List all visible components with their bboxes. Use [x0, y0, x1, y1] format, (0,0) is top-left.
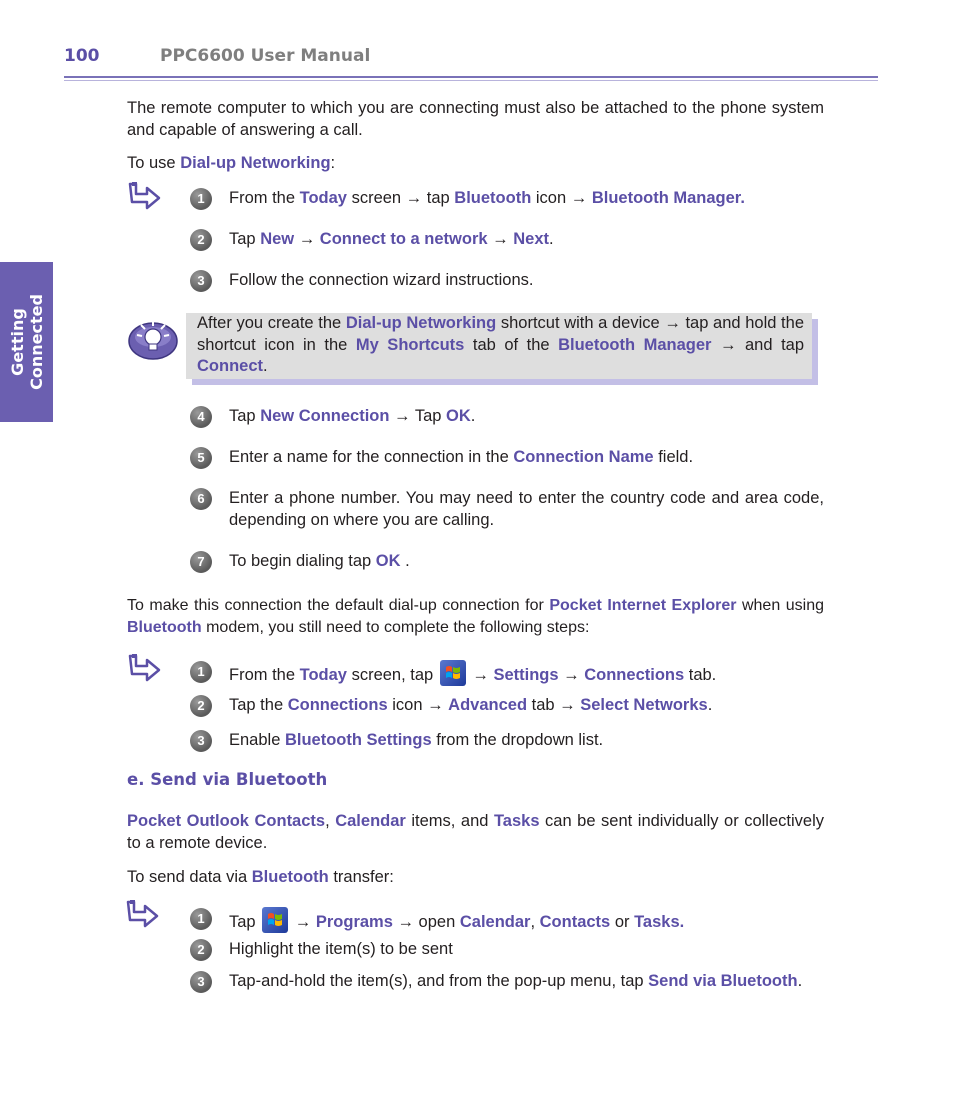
header-rule-thin	[64, 80, 878, 81]
step-text: To begin dialing tap OK .	[229, 552, 410, 570]
step-number: 3	[190, 730, 212, 752]
manual-title: PPC6600 User Manual	[160, 46, 371, 66]
chapter-tab	[0, 262, 53, 422]
step-number: 6	[190, 488, 212, 510]
note-text: After you create the Dial-up Networking shortcut with a device → tap and hold the shortcut icon in the My Shortcuts tab of the Bluetooth Manager → and tap Connect.	[197, 314, 805, 375]
to-use-line	[127, 152, 824, 174]
hand-arrow-icon	[125, 898, 159, 928]
step-number: 5	[190, 447, 212, 469]
step-number: 4	[190, 406, 212, 428]
to-use-prefix: To use	[127, 154, 181, 172]
to-use-suffix: :	[330, 154, 336, 172]
step-text: Tap New Connection → Tap OK.	[229, 407, 476, 425]
step-text: Tap New → Connect to a network → Next.	[229, 230, 554, 248]
step-number: 2	[190, 229, 212, 251]
step-text: Enter a name for the connection in the Connection Name field.	[229, 448, 694, 466]
windows-start-icon	[262, 907, 288, 933]
lightbulb-icon	[127, 315, 179, 363]
default-connection-paragraph: To make this connection the default dial-up connection for Pocket Internet Explorer when using Bluetooth modem, you still need to complete the following steps:	[127, 597, 824, 636]
step-number: 2	[190, 695, 212, 717]
step-number: 7	[190, 551, 212, 573]
hand-arrow-icon	[127, 180, 161, 210]
step-text: Enter a phone number. You may need to enter the country code and area code, depending on where you are calling.	[229, 489, 824, 529]
header-rule	[64, 76, 878, 78]
step-text: Tap-and-hold the item(s), and from the pop-up menu, tap Send via Bluetooth.	[229, 972, 803, 990]
intro-paragraph: The remote computer to which you are connecting must also be attached to the phone system and capable of answering a call.	[127, 99, 824, 139]
step-number: 1	[190, 188, 212, 210]
step-number: 3	[190, 971, 212, 993]
step-text: Tap → Programs → open Calendar, Contacts or Tasks.	[229, 907, 824, 933]
step-text: Highlight the item(s) to be sent	[229, 940, 453, 958]
hand-arrow-icon	[127, 652, 161, 682]
send-intro: To send data via Bluetooth transfer:	[127, 868, 394, 886]
step-number: 2	[190, 939, 212, 961]
windows-start-icon	[440, 660, 466, 686]
chapter-tab-line2: Connected	[26, 294, 46, 390]
chapter-tab-line1: Getting	[7, 308, 27, 376]
step-text: From the Today screen → tap Bluetooth icon → Bluetooth Manager.	[229, 189, 745, 207]
step-text: Enable Bluetooth Settings from the dropdown list.	[229, 731, 604, 749]
to-use-link: Dial-up Networking	[180, 154, 331, 172]
step-text: From the Today screen, tap → Settings → Connections tab.	[229, 660, 824, 686]
step-number: 1	[190, 908, 212, 930]
page-number: 100	[64, 46, 100, 66]
step-text: Tap the Connections icon → Advanced tab → Select Networks.	[229, 696, 713, 714]
step-text: Follow the connection wizard instructions.	[229, 271, 534, 289]
step-number: 1	[190, 661, 212, 683]
section-heading: e. Send via Bluetooth	[127, 770, 328, 789]
step-number: 3	[190, 270, 212, 292]
send-paragraph: Pocket Outlook Contacts, Calendar items, and Tasks can be sent individually or collectively to a remote device.	[127, 812, 824, 852]
